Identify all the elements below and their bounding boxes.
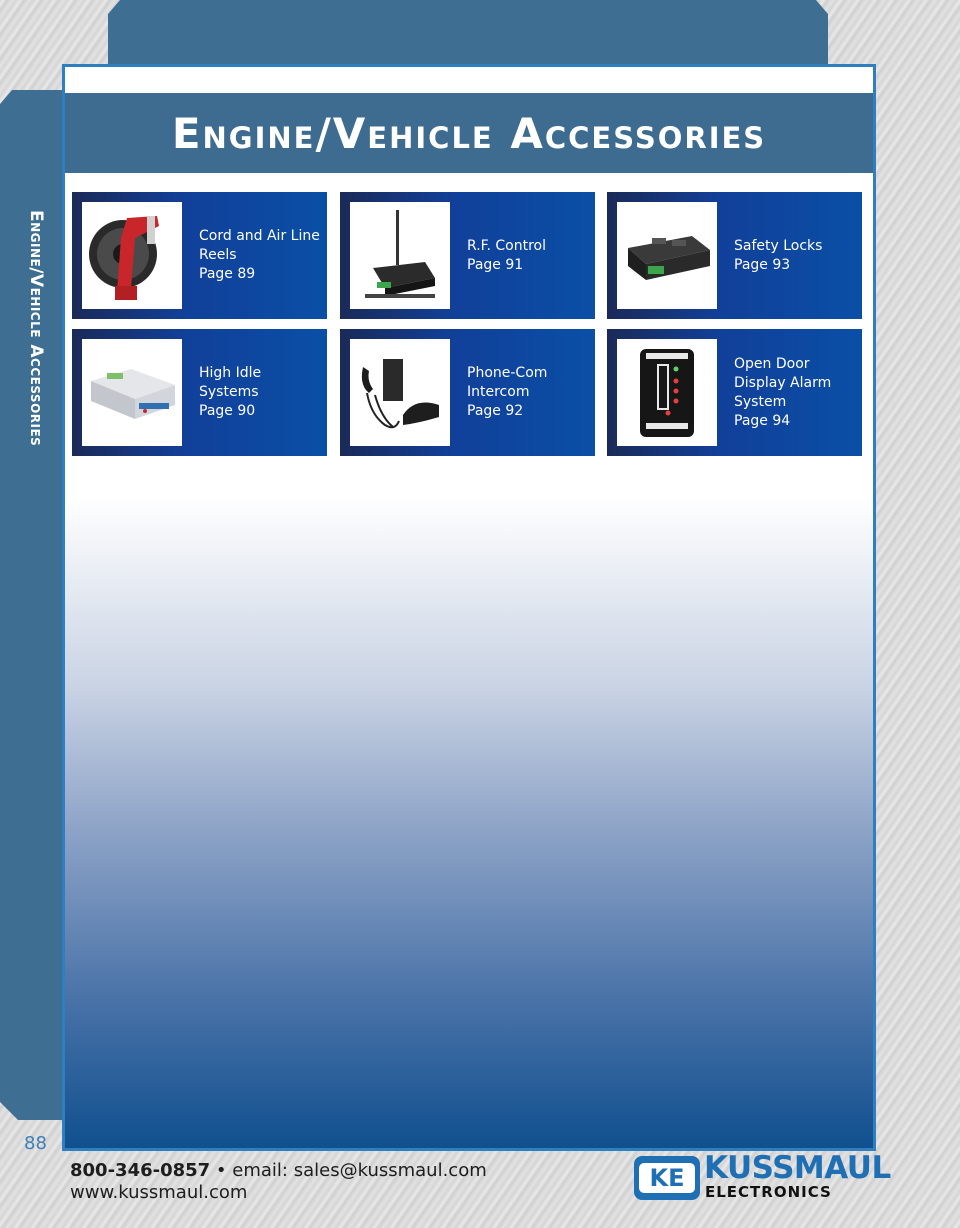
product-card-high-idle[interactable]: [72, 329, 327, 456]
content-panel: [62, 64, 876, 1151]
card-text: Cord and Air Line Reels Page 89: [199, 228, 320, 282]
card-text: Safety Locks Page 93: [734, 237, 823, 273]
email-link[interactable]: email: sales@kussmaul.com: [232, 1160, 487, 1181]
website-link[interactable]: www.kussmaul.com: [70, 1182, 248, 1203]
product-card-phone-intercom[interactable]: [340, 329, 595, 456]
card-text: Open Door Display Alarm System Page 94: [734, 355, 832, 429]
phone-number[interactable]: 800-346-0857: [70, 1160, 211, 1181]
section-title: Engine/Vehicle Accessories: [171, 108, 767, 158]
door-alarm-icon: [617, 339, 717, 446]
card-text: Phone-Com Intercom Page 92: [467, 365, 548, 419]
card-text: R.F. Control Page 91: [467, 237, 546, 273]
cord-reel-icon: [82, 202, 182, 309]
rf-control-icon: [350, 202, 450, 309]
top-tab: [108, 0, 828, 66]
card-text: High Idle Systems Page 90: [199, 365, 262, 419]
logo-mark: KE: [634, 1156, 700, 1200]
safety-lock-icon: [617, 202, 717, 309]
footer-contact: [70, 1160, 487, 1181]
product-card-door-alarm[interactable]: [607, 329, 862, 456]
product-card-cord-reels[interactable]: [72, 192, 327, 319]
logo-sub: ELECTRONICS: [705, 1183, 832, 1201]
product-card-safety-locks[interactable]: [607, 192, 862, 319]
product-card-rf-control[interactable]: [340, 192, 595, 319]
separator: •: [215, 1160, 227, 1181]
page-number: 88: [24, 1133, 47, 1154]
phone-intercom-icon: [350, 339, 450, 446]
side-section-title: Engine/Vehicle Accessories: [26, 210, 46, 447]
high-idle-icon: [82, 339, 182, 446]
section-banner: [65, 93, 873, 173]
kussmaul-logo: [634, 1150, 891, 1202]
logo-name: KUSSMAUL: [704, 1150, 891, 1186]
